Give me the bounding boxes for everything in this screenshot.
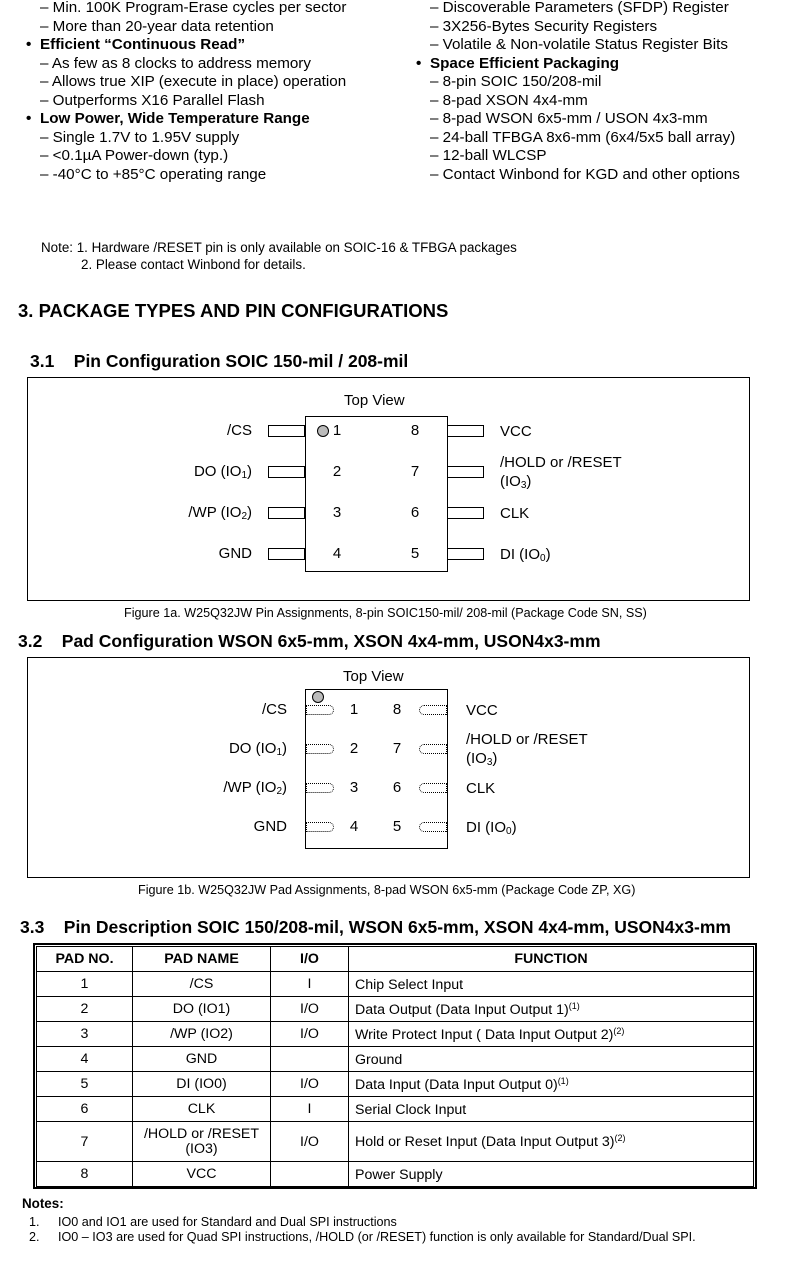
note-item — [29, 1230, 696, 1245]
function-text: Data Output (Data Input Output 1) — [355, 1001, 569, 1018]
pin-name-text: VCC — [466, 702, 498, 719]
header-io: I/O — [271, 947, 349, 972]
cell-no: 4 — [37, 1047, 133, 1072]
pin-name-line2: (IO — [500, 473, 521, 490]
pad-number: 8 — [392, 701, 402, 718]
pin-number: 5 — [410, 545, 420, 562]
pin-label-left — [223, 779, 287, 797]
section-3-2-heading: 3.2 Pad Configuration WSON 6x5-mm, XSON 4x4-mm, USON4x3-mm — [18, 631, 601, 651]
pin-label-right — [466, 818, 517, 841]
notes-title: Notes: — [22, 1196, 64, 1211]
pin-label-right — [500, 422, 532, 445]
figure-1a-caption: Figure 1a. W25Q32JW Pin Assignments, 8-pin SOIC150-mil/ 208-mil (Package Code SN, SS) — [124, 606, 647, 620]
cell-no: 8 — [37, 1162, 133, 1187]
pin-label-left — [262, 701, 287, 719]
pin-number: 6 — [410, 504, 420, 521]
cell-func — [349, 1047, 754, 1072]
function-text: Power Supply — [355, 1166, 443, 1183]
cell-func — [349, 1097, 754, 1122]
pin-suffix: ) — [282, 779, 287, 796]
cell-io — [271, 1047, 349, 1072]
pin-subscript: 0 — [506, 826, 512, 837]
cell-name: /WP (IO2) — [133, 1022, 271, 1047]
pad-number: 3 — [349, 779, 359, 796]
pin-name-text: DO (IO — [228, 740, 277, 757]
cell-name: DO (IO1) — [133, 997, 271, 1022]
note-text: IO0 and IO1 are used for Standard and Dual SPI instructions — [58, 1215, 397, 1229]
feature-item: – 8-pin SOIC 150/208-mil — [430, 73, 602, 90]
notes-list — [29, 1215, 696, 1245]
feature-item: – 8-pad XSON 4x4-mm — [430, 91, 588, 109]
pin-suffix: ) — [247, 463, 252, 480]
header-pad-name: PAD NAME — [133, 947, 271, 972]
feature-item: – Single 1.7V to 1.95V supply — [40, 128, 240, 146]
pad-left — [306, 705, 334, 715]
pin-label-right — [466, 730, 588, 772]
cell-io: I — [271, 972, 349, 997]
pin-number: 3 — [332, 504, 342, 521]
table-row — [37, 1097, 754, 1122]
function-text: Ground — [355, 1051, 403, 1068]
pin-label-left — [219, 545, 252, 563]
pin-description-table — [36, 946, 754, 1187]
cell-name: CLK — [133, 1097, 271, 1122]
pin-name-text: DI (IO — [466, 819, 506, 836]
pad-name-line1: /HOLD or /RESET — [143, 1125, 260, 1142]
pin-name-text: DO (IO — [193, 463, 242, 480]
soic-top-view-label: Top View — [344, 392, 405, 409]
feature-item: – 24-ball TFBGA 8x6-mm (6x4/5x5 ball array) — [430, 128, 736, 146]
feature-item: – 12-ball WLCSP — [430, 147, 547, 164]
pin-name-text: GND — [253, 818, 287, 835]
note-line-2: 2. Please contact Winbond for details. — [81, 257, 306, 272]
pad-right — [419, 744, 447, 754]
section-3-heading: 3. PACKAGE TYPES AND PIN CONFIGURATIONS — [18, 300, 449, 321]
cell-name: VCC — [133, 1162, 271, 1187]
pin-number: 4 — [332, 545, 342, 562]
pad1-indicator-icon — [312, 691, 324, 703]
table-row — [37, 1122, 754, 1162]
pin-suffix: ) — [282, 740, 287, 757]
pad-number: 7 — [392, 740, 402, 757]
pad-right — [419, 705, 447, 715]
cell-func — [349, 1162, 754, 1187]
pin-number: 2 — [332, 463, 342, 480]
cell-no: 2 — [37, 997, 133, 1022]
feature-item: – Contact Winbond for KGD and other options — [430, 165, 740, 183]
function-text: Hold or Reset Input (Data Input Output 3) — [355, 1134, 615, 1150]
cell-no: 3 — [37, 1022, 133, 1047]
header-pad-no: PAD NO. — [37, 947, 133, 972]
feature-item: – -40°C to +85°C operating range — [40, 165, 267, 183]
feature-bullet: • Low Power, Wide Temperature Range — [0, 110, 346, 129]
table-row — [37, 997, 754, 1022]
section-3-3-heading: 3.3 Pin Description SOIC 150/208-mil, WSON 6x5-mm, XSON 4x4-mm, USON4x3-mm — [20, 917, 731, 937]
feature-item: – Volatile & Non-volatile Status Register Bits — [430, 36, 728, 53]
pad-number: 4 — [349, 818, 359, 835]
table-row — [37, 972, 754, 997]
cell-name: DI (IO0) — [133, 1072, 271, 1097]
pin-label-right — [500, 504, 529, 527]
pin-label-left — [227, 422, 252, 440]
cell-no: 5 — [37, 1072, 133, 1097]
pin-label-right — [500, 453, 622, 495]
pin-lead-right — [447, 466, 484, 478]
pin-subscript: 1 — [276, 747, 282, 758]
pin-subscript: 0 — [540, 553, 546, 564]
pin-subscript: 3 — [486, 757, 493, 768]
pin-label-left — [188, 504, 252, 522]
cell-io: I/O — [271, 997, 349, 1022]
cell-func — [349, 972, 754, 997]
pin-number: 7 — [410, 463, 420, 480]
pin-suffix: ) — [545, 546, 551, 563]
pin-label-left — [229, 740, 287, 758]
pin-lead-left — [268, 425, 305, 437]
function-text: Chip Select Input — [355, 976, 464, 993]
pin-lead-right — [447, 507, 484, 519]
cell-io: I/O — [271, 1022, 349, 1047]
pin-name-text: DI (IO — [500, 546, 540, 563]
pin-label-right — [466, 701, 498, 724]
feature-item: – Discoverable Parameters (SFDP) Register — [430, 0, 729, 16]
feature-bullet: • Efficient “Continuous Read” — [0, 36, 346, 55]
pad-right — [419, 822, 447, 832]
pad-number: 6 — [392, 779, 402, 796]
pin-label-left — [194, 463, 252, 481]
pin-name-text: GND — [218, 545, 252, 562]
pin-lead-right — [447, 425, 484, 437]
table-row — [37, 1162, 754, 1187]
pin-name-line2: (IO — [466, 750, 487, 767]
pin-suffix: ) — [511, 819, 517, 836]
pin-name-text: CLK — [466, 780, 496, 797]
table-row — [37, 1022, 754, 1047]
cell-io: I/O — [271, 1122, 349, 1162]
cell-func — [349, 1072, 754, 1097]
pin-name-text: /HOLD or /RESET — [466, 731, 588, 748]
cell-func — [349, 997, 754, 1022]
pin-suffix: ) — [526, 473, 532, 490]
cell-name: GND — [133, 1047, 271, 1072]
cell-no: 1 — [37, 972, 133, 997]
pad-left — [306, 744, 334, 754]
pin-subscript: 1 — [241, 470, 247, 481]
note-number: 1. — [29, 1215, 40, 1229]
cell-io: I/O — [271, 1072, 349, 1097]
pin-label-right — [500, 545, 551, 568]
pin-lead-left — [268, 548, 305, 560]
pin-name-text: /CS — [261, 701, 287, 718]
pad-number: 1 — [349, 701, 359, 718]
pad-right — [419, 783, 447, 793]
feature-bullet: • Space Efficient Packaging — [414, 55, 740, 74]
cell-name — [133, 1122, 271, 1162]
feature-item: – Outperforms X16 Parallel Flash — [40, 91, 265, 109]
pin-name-text: /WP (IO — [223, 779, 277, 796]
pin-name-text: VCC — [500, 423, 532, 440]
figure-1b-caption: Figure 1b. W25Q32JW Pad Assignments, 8-pad WSON 6x5-mm (Package Code ZP, XG) — [138, 883, 636, 897]
note-item — [29, 1215, 696, 1230]
pin-label-left — [254, 818, 287, 836]
pin-lead-left — [268, 507, 305, 519]
pad-number: 2 — [349, 740, 359, 757]
function-text: Serial Clock Input — [355, 1101, 467, 1118]
footnote-ref: (2) — [614, 1133, 626, 1143]
section-3-1-heading: 3.1 Pin Configuration SOIC 150-mil / 208-mil — [30, 351, 409, 371]
cell-func — [349, 1122, 754, 1162]
pin-name-text: CLK — [500, 505, 530, 522]
footnote-ref: (2) — [613, 1025, 625, 1036]
feature-item: – More than 20-year data retention — [40, 17, 274, 35]
pin-subscript: 2 — [276, 786, 282, 797]
cell-name: /CS — [133, 972, 271, 997]
table-row — [37, 1047, 754, 1072]
function-text: Data Input (Data Input Output 0) — [355, 1076, 558, 1093]
note-line-1: Note: 1. Hardware /RESET pin is only available on SOIC-16 & TFBGA packages — [41, 240, 517, 255]
feature-item: – 8-pad WSON 6x5-mm / USON 4x3-mm — [430, 110, 708, 127]
feature-list-left — [0, 0, 346, 184]
pin-lead-left — [268, 466, 305, 478]
pin-suffix: ) — [492, 750, 498, 767]
cell-func — [349, 1022, 754, 1047]
pin-number: 8 — [410, 422, 420, 439]
pin-name-text: /CS — [226, 422, 252, 439]
wson-top-view-label: Top View — [343, 668, 404, 685]
header-function: FUNCTION — [349, 947, 754, 972]
feature-list-right — [414, 0, 740, 184]
pin-label-right — [466, 779, 495, 802]
pad-left — [306, 822, 334, 832]
feature-item: – <0.1µA Power-down (typ.) — [40, 147, 229, 164]
feature-item: – 3X256-Bytes Security Registers — [430, 17, 658, 35]
table-header-row — [37, 947, 754, 972]
pin-lead-right — [447, 548, 484, 560]
function-text: Write Protect Input ( Data Input Output 2) — [355, 1026, 614, 1043]
feature-item: – Min. 100K Program-Erase cycles per sector — [40, 0, 347, 16]
cell-io: I — [271, 1097, 349, 1122]
pin-subscript: 2 — [241, 511, 247, 522]
pin-subscript: 3 — [520, 480, 527, 491]
table-row — [37, 1072, 754, 1097]
pad-number: 5 — [392, 818, 402, 835]
feature-item: – Allows true XIP (execute in place) operation — [40, 73, 347, 90]
note-number: 2. — [29, 1230, 40, 1244]
pad-name-line2: (IO3) — [185, 1140, 218, 1157]
feature-item: – As few as 8 clocks to address memory — [40, 54, 311, 72]
cell-no: 6 — [37, 1097, 133, 1122]
pin-name-text: /HOLD or /RESET — [500, 454, 622, 471]
cell-io — [271, 1162, 349, 1187]
pad-left — [306, 783, 334, 793]
pin-name-text: /WP (IO — [188, 504, 242, 521]
note-text: IO0 – IO3 are used for Quad SPI instructions, /HOLD (or /RESET) function is only available for Standard/Dual SPI. — [58, 1230, 696, 1244]
cell-no: 7 — [37, 1122, 133, 1162]
pin-number: 1 — [332, 422, 342, 439]
footnote-ref: (1) — [568, 1000, 580, 1011]
pin-suffix: ) — [247, 504, 252, 521]
footnote-ref: (1) — [557, 1075, 569, 1086]
